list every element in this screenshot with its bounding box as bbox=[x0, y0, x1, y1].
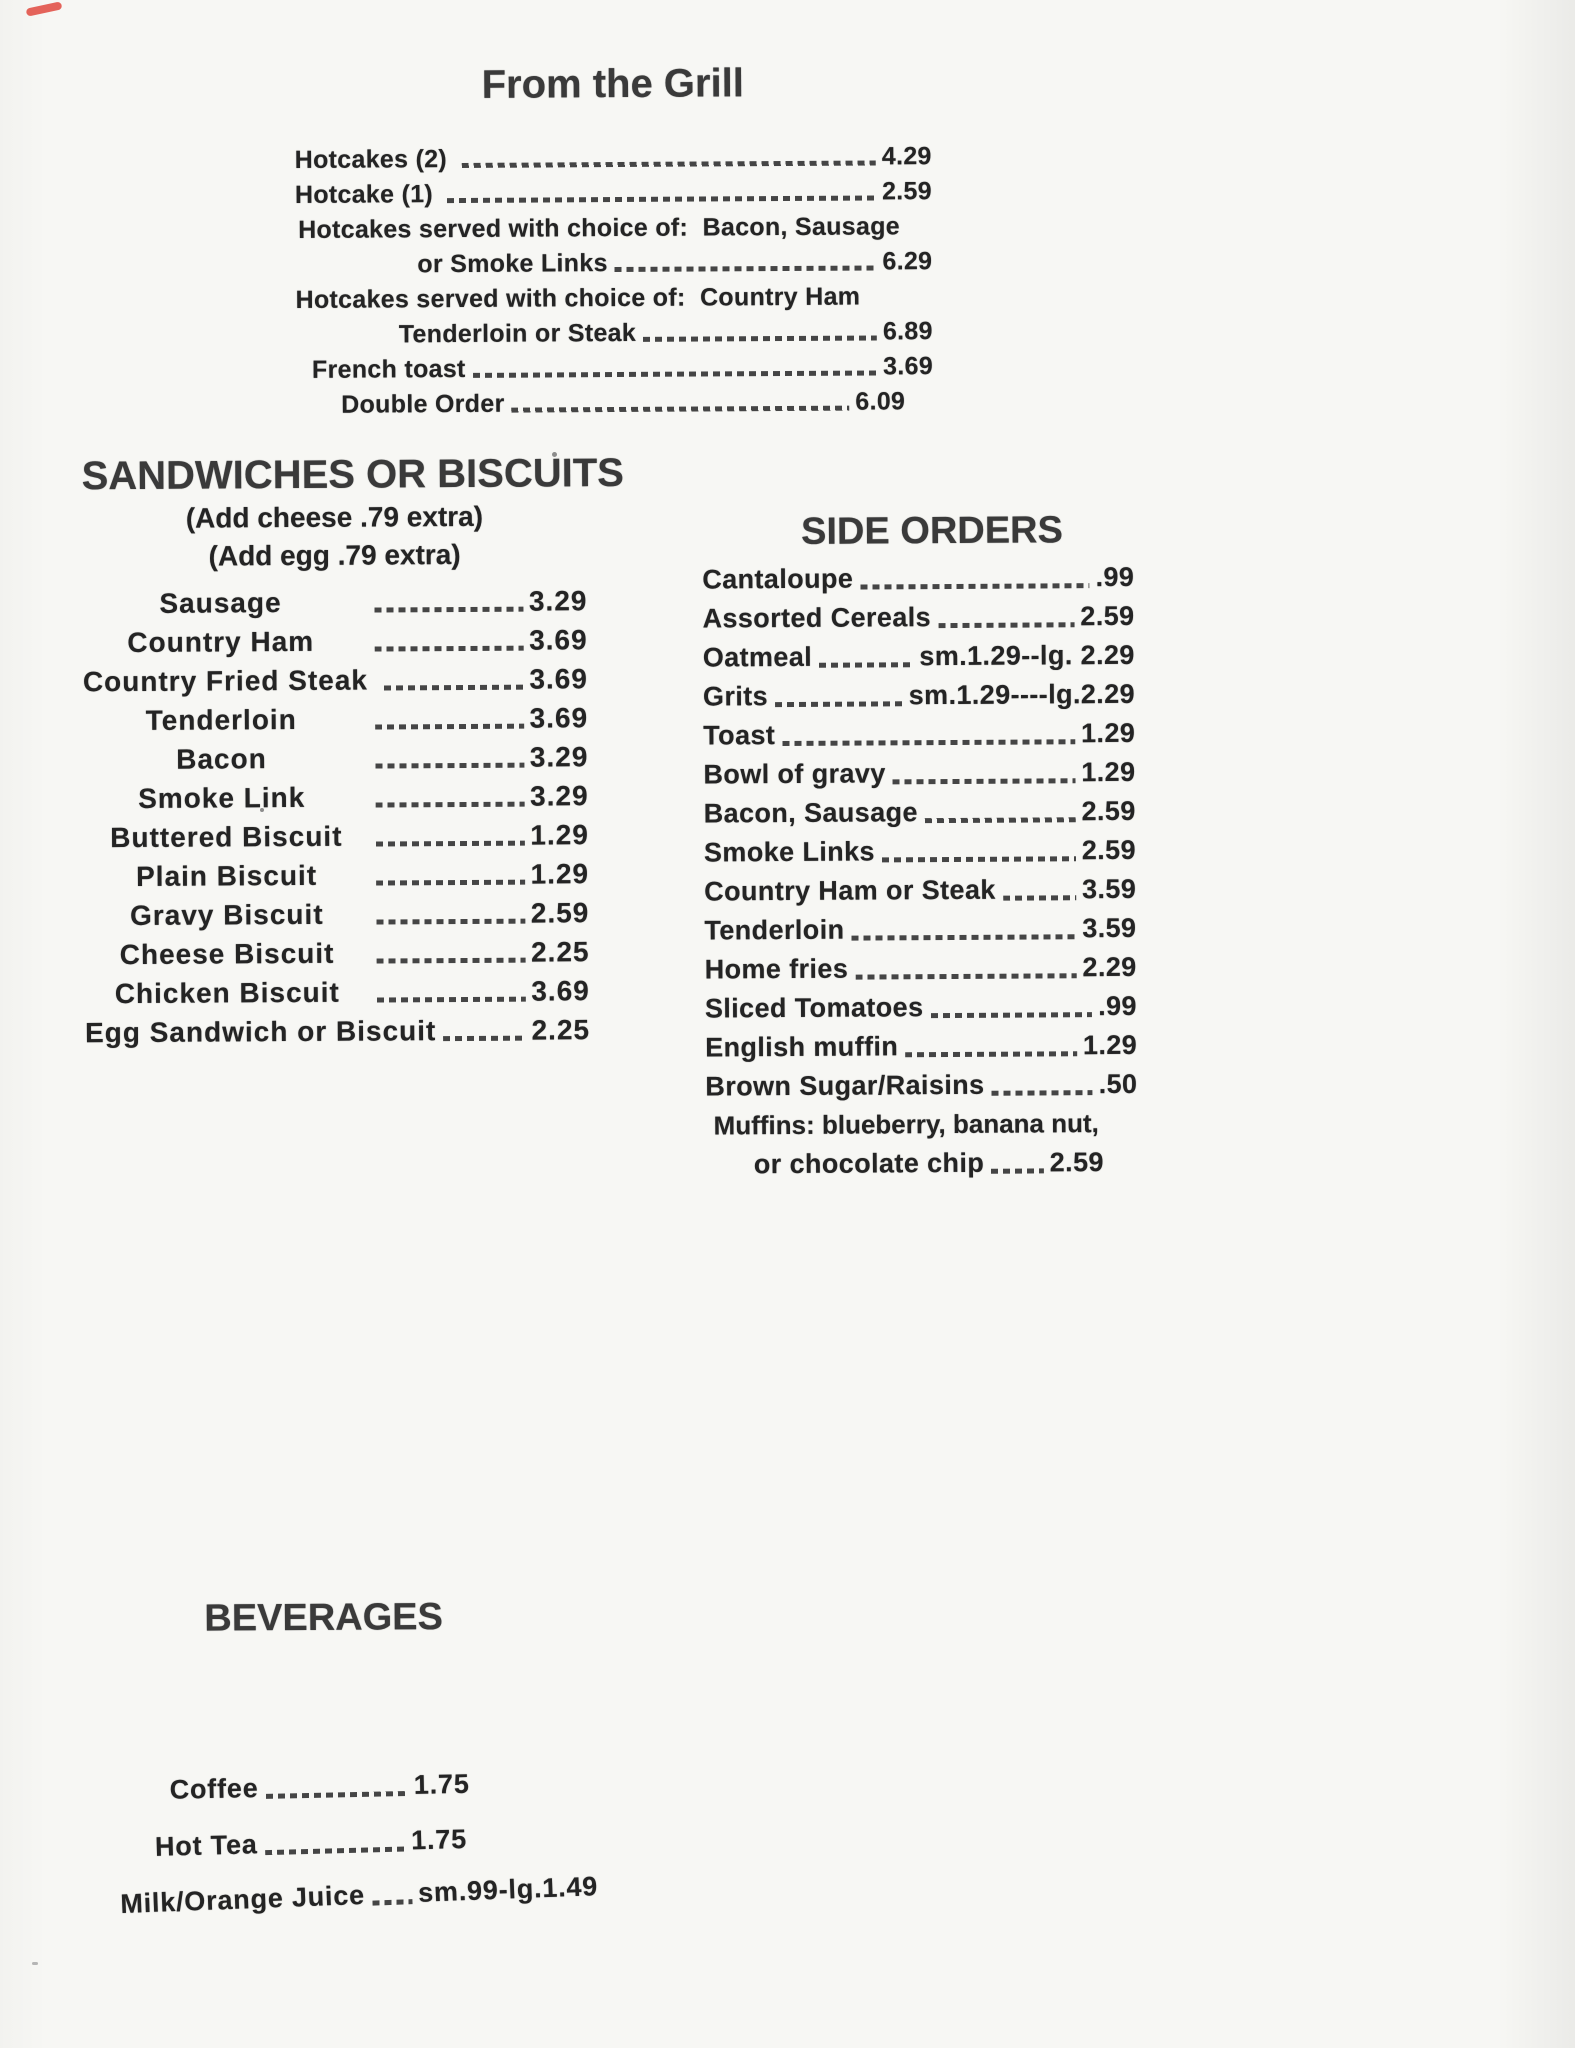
beverage-items bbox=[120, 1767, 601, 1924]
item-label: Smoke Link bbox=[138, 781, 315, 814]
menu-row bbox=[702, 558, 1134, 600]
item-label: Smoke Links bbox=[703, 836, 876, 868]
section-sandwiches-or-biscuits bbox=[81, 449, 625, 1052]
item-price: 4.29 bbox=[881, 142, 932, 171]
menu-row bbox=[84, 932, 589, 974]
menu-row bbox=[295, 139, 932, 178]
item-price: .99 bbox=[1095, 561, 1135, 593]
item-label: Hotcake (1) bbox=[294, 180, 441, 209]
item-price: 6.29 bbox=[882, 247, 933, 276]
item-price: 2.25 bbox=[530, 936, 590, 968]
item-label: Tenderloin or Steak bbox=[398, 318, 637, 349]
section-title: BEVERAGES bbox=[204, 1596, 444, 1640]
item-price: 3.69 bbox=[529, 702, 589, 734]
item-label: Hotcakes served with choice of: Country Ham bbox=[295, 282, 861, 314]
item-label: Oatmeal bbox=[702, 641, 813, 673]
dotted-leader bbox=[991, 1168, 1044, 1173]
dotted-leader bbox=[938, 622, 1074, 628]
grill-items bbox=[295, 139, 934, 423]
item-label: Double Order bbox=[341, 389, 505, 419]
item-label: or Smoke Links bbox=[417, 249, 608, 279]
dotted-leader bbox=[447, 195, 876, 203]
item-price: 2.25 bbox=[531, 1014, 591, 1046]
item-price: 1.29 bbox=[1082, 1029, 1138, 1061]
item-price: 1.75 bbox=[413, 1768, 470, 1800]
menu-row bbox=[705, 1026, 1137, 1068]
section-beverages bbox=[118, 1593, 600, 1941]
item-price: sm.1.29----lg.2.29 bbox=[908, 678, 1136, 711]
item-price: .99 bbox=[1098, 990, 1137, 1022]
dotted-leader bbox=[372, 1899, 412, 1906]
item-price: 2.29 bbox=[1082, 951, 1137, 983]
item-label: Muffins: blueberry, banana nut, bbox=[713, 1108, 1099, 1141]
item-label: Coffee bbox=[169, 1773, 259, 1805]
item-price: sm.99-lg.1.49 bbox=[417, 1871, 599, 1908]
item-label: Sliced Tomatoes bbox=[704, 992, 924, 1024]
item-price: 2.59 bbox=[1049, 1147, 1104, 1178]
dotted-leader bbox=[473, 370, 878, 377]
item-label: French toast bbox=[311, 354, 466, 384]
item-label: Toast bbox=[703, 720, 776, 751]
dotted-leader bbox=[851, 934, 1076, 940]
menu-row bbox=[704, 870, 1136, 912]
item-label: Country Ham or Steak bbox=[704, 874, 996, 907]
menu-row bbox=[84, 854, 589, 896]
menu-row bbox=[82, 581, 587, 623]
section-side-orders bbox=[702, 506, 1138, 1185]
dotted-leader bbox=[643, 335, 877, 341]
menu-row bbox=[702, 597, 1134, 639]
dotted-leader bbox=[882, 856, 1076, 862]
menu-row bbox=[296, 349, 933, 388]
dotted-leader bbox=[266, 1791, 409, 1799]
item-label: Egg Sandwich or Biscuit bbox=[84, 1015, 437, 1049]
item-price: 1.29 bbox=[1080, 717, 1136, 749]
item-price: 3.29 bbox=[528, 585, 588, 617]
item-label: English muffin bbox=[705, 1031, 899, 1063]
dotted-leader bbox=[377, 958, 526, 964]
menu-row bbox=[85, 971, 590, 1013]
item-price: 3.69 bbox=[529, 663, 588, 695]
dotted-leader bbox=[1003, 895, 1076, 900]
menu-row bbox=[706, 1143, 1138, 1185]
menu-row bbox=[704, 792, 1136, 834]
item-label: Hotcakes served with choice of: Bacon, Sausage bbox=[298, 212, 901, 244]
dotted-leader bbox=[775, 701, 903, 707]
menu-row bbox=[83, 659, 588, 701]
dotted-leader bbox=[782, 739, 1075, 746]
dotted-leader bbox=[860, 583, 1089, 589]
dotted-leader bbox=[925, 817, 1076, 823]
item-price: 3.69 bbox=[529, 624, 588, 656]
dotted-leader bbox=[855, 973, 1076, 979]
menu-row bbox=[155, 1819, 468, 1867]
dotted-leader bbox=[461, 160, 876, 168]
dotted-leader bbox=[376, 919, 525, 925]
item-label: Home fries bbox=[704, 953, 849, 985]
item-label: Gravy Biscuit bbox=[129, 898, 324, 932]
item-price: 3.29 bbox=[530, 780, 589, 812]
item-price: 6.09 bbox=[855, 387, 906, 416]
dotted-leader bbox=[512, 406, 850, 413]
menu-row bbox=[295, 209, 932, 248]
menu-row bbox=[705, 948, 1137, 990]
item-price: sm.1.29--lg. 2.29 bbox=[919, 639, 1135, 672]
menu-row bbox=[703, 714, 1135, 756]
item-label: Hotcakes (2) bbox=[294, 145, 455, 174]
menu-row bbox=[704, 831, 1136, 873]
menu-row bbox=[83, 776, 588, 818]
item-label: Bacon, Sausage bbox=[703, 797, 918, 829]
dotted-leader bbox=[376, 880, 525, 886]
item-label: or chocolate chip bbox=[753, 1147, 985, 1180]
menu-row bbox=[703, 753, 1135, 795]
dotted-leader bbox=[375, 763, 524, 769]
item-label: Tenderloin bbox=[145, 703, 306, 736]
dotted-leader bbox=[930, 1012, 1092, 1018]
item-price: 2.59 bbox=[530, 897, 590, 929]
section-title: SIDE ORDERS bbox=[800, 509, 1064, 553]
section-title: SANDWICHES OR BISCUITS bbox=[81, 450, 625, 499]
dotted-leader bbox=[375, 724, 524, 730]
item-label: Country Ham bbox=[127, 625, 324, 659]
dotted-leader bbox=[374, 607, 523, 613]
dotted-leader bbox=[615, 265, 877, 272]
item-label: Chicken Biscuit bbox=[114, 976, 340, 1010]
menu-row bbox=[84, 815, 589, 857]
side-order-items bbox=[702, 558, 1138, 1185]
menu-row bbox=[84, 893, 589, 935]
menu-row bbox=[703, 675, 1135, 717]
item-label: Grits bbox=[702, 681, 769, 712]
item-label: Tenderloin bbox=[704, 914, 845, 946]
dotted-leader bbox=[265, 1847, 406, 1856]
item-price: 3.59 bbox=[1081, 873, 1137, 905]
item-label: Milk/Orange Juice bbox=[119, 1879, 366, 1920]
menu-row bbox=[83, 737, 588, 779]
menu-row bbox=[295, 174, 932, 213]
item-label: Cheese Biscuit bbox=[119, 937, 335, 971]
menu-row bbox=[295, 244, 932, 283]
add-cheese-note: (Add cheese .79 extra) bbox=[185, 500, 484, 534]
menu-row bbox=[295, 279, 932, 318]
section-from-the-grill bbox=[294, 57, 933, 423]
item-price: 1.29 bbox=[530, 858, 590, 890]
menu-row bbox=[120, 1866, 599, 1924]
dotted-leader bbox=[376, 841, 525, 847]
dotted-leader bbox=[377, 997, 526, 1003]
item-price: 3.69 bbox=[531, 975, 590, 1007]
sandwich-items bbox=[82, 581, 590, 1052]
menu-row bbox=[169, 1764, 470, 1810]
menu-row bbox=[296, 384, 933, 423]
dotted-leader bbox=[376, 802, 525, 808]
menu-row bbox=[706, 1104, 1138, 1146]
item-price: 2.59 bbox=[881, 177, 933, 206]
item-label: Hot Tea bbox=[154, 1829, 258, 1862]
menu-row bbox=[703, 636, 1135, 678]
item-price: 6.89 bbox=[882, 317, 933, 346]
item-price: 1.29 bbox=[530, 819, 589, 851]
menu-row bbox=[705, 987, 1137, 1029]
dotted-leader bbox=[992, 1090, 1093, 1096]
item-label: Buttered Biscuit bbox=[110, 820, 343, 854]
item-label: Assorted Cereals bbox=[702, 602, 932, 634]
dotted-leader bbox=[443, 1036, 525, 1042]
item-price: 3.59 bbox=[1082, 912, 1137, 944]
item-label: Sausage bbox=[159, 587, 291, 619]
menu-row bbox=[83, 620, 588, 662]
menu-row bbox=[705, 1065, 1137, 1107]
item-price: 1.75 bbox=[410, 1823, 468, 1856]
section-title: From the Grill bbox=[481, 61, 745, 107]
dotted-leader bbox=[905, 1051, 1077, 1057]
menu-row bbox=[83, 698, 588, 740]
item-label: Bowl of gravy bbox=[703, 758, 886, 790]
item-price: 1.29 bbox=[1081, 756, 1136, 788]
dotted-leader bbox=[384, 685, 524, 691]
item-label: Plain Biscuit bbox=[135, 859, 318, 892]
item-price: .50 bbox=[1098, 1068, 1138, 1100]
item-price: 3.29 bbox=[529, 741, 589, 773]
dotted-leader bbox=[375, 646, 524, 652]
menu-row bbox=[704, 909, 1136, 951]
item-price: 2.59 bbox=[1080, 600, 1135, 632]
menu-row bbox=[296, 314, 933, 353]
item-label: Bacon bbox=[176, 743, 276, 775]
item-label: Cantaloupe bbox=[702, 563, 854, 595]
item-label: Country Fried Steak bbox=[82, 664, 377, 698]
dotted-leader bbox=[819, 662, 913, 668]
menu-row bbox=[85, 1010, 590, 1052]
item-label: Brown Sugar/Raisins bbox=[705, 1069, 985, 1102]
dotted-leader bbox=[893, 778, 1076, 784]
item-price: 2.59 bbox=[1081, 834, 1137, 866]
add-egg-note: (Add egg .79 extra) bbox=[208, 538, 461, 572]
item-price: 3.69 bbox=[883, 352, 934, 381]
item-price: 2.59 bbox=[1081, 795, 1136, 827]
